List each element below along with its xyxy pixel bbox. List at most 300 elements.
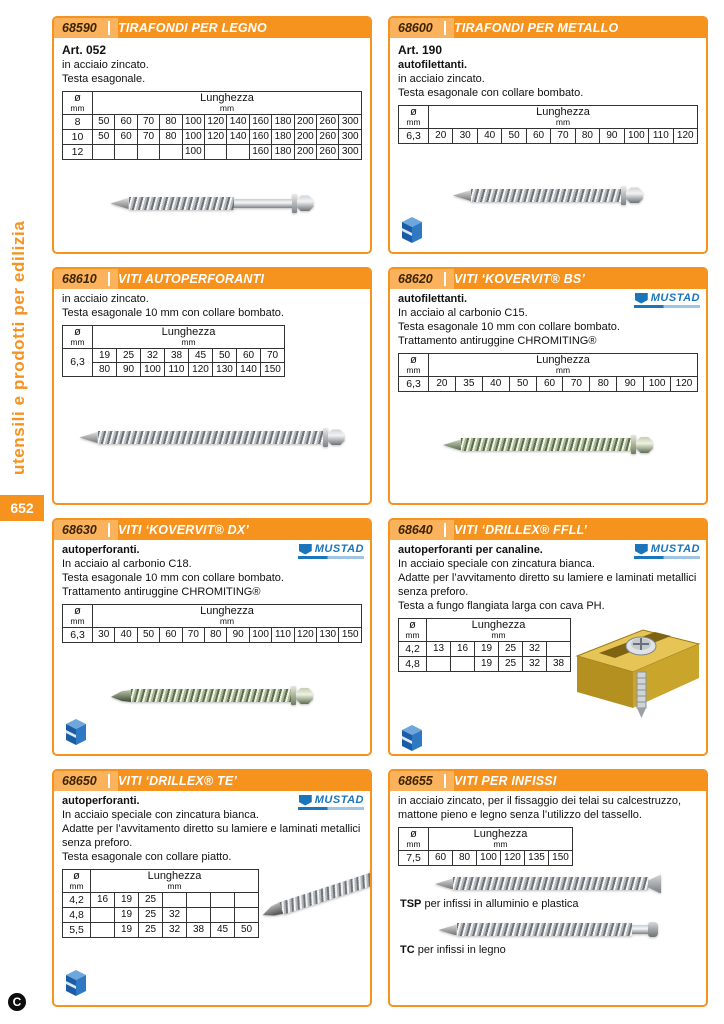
product-title: VITI PER INFISSI (454, 774, 557, 788)
length-cell: 50 (213, 348, 237, 362)
length-cell: 50 (235, 922, 259, 937)
panel-body (54, 38, 370, 252)
product-code: 68610 (62, 272, 110, 286)
length-header: Lunghezza mm (93, 91, 362, 114)
length-cell: 180 (272, 129, 294, 144)
length-cell: 40 (482, 376, 509, 391)
length-cell: 110 (272, 627, 294, 642)
panel-body (54, 289, 370, 503)
diameter-cell: 6,3 (399, 376, 429, 391)
panel-68590 (52, 16, 372, 254)
length-cell: 90 (600, 128, 624, 143)
product-title: VITI ‘KOVERVIT® DX’ (118, 523, 250, 537)
length-cell: 30 (453, 128, 477, 143)
length-cell (160, 144, 182, 159)
panel-header (390, 269, 706, 289)
description-line: Trattamento antiruggine CHROMITING® (62, 585, 261, 598)
size-table (62, 91, 362, 160)
length-cell: 35 (455, 376, 482, 391)
table-header-row (63, 604, 362, 627)
publisher-logo (8, 993, 26, 1011)
screw-thread-icon (279, 872, 372, 914)
length-cell: 19 (115, 922, 139, 937)
screw-thread-icon (461, 438, 631, 451)
diameter-header: ø mm (399, 618, 427, 641)
panel-68640 (388, 518, 708, 756)
table-row (399, 656, 571, 671)
length-cell: 130 (213, 362, 237, 376)
table-row (63, 362, 285, 376)
product-code: 68630 (62, 523, 110, 537)
figure-area (398, 392, 698, 498)
product-code: 68650 (62, 774, 110, 788)
length-cell (235, 907, 259, 922)
length-cell (227, 144, 249, 159)
channel-with-screw-image (571, 616, 706, 721)
length-cell: 40 (115, 627, 137, 642)
panel-68620 (388, 267, 708, 505)
panel-68630 (52, 518, 372, 756)
length-cell: 260 (317, 114, 339, 129)
screw-collar-icon (291, 686, 296, 705)
diameter-cell: 5,5 (63, 922, 91, 937)
tc-screw-image (439, 918, 658, 942)
length-cell: 120 (673, 128, 697, 143)
table-row (399, 850, 573, 865)
length-cell: 19 (115, 892, 139, 907)
length-cell: 160 (249, 144, 271, 159)
figure-area (62, 377, 362, 498)
size-table-wrap (398, 618, 571, 672)
article-number: Art. 052 (62, 43, 107, 57)
size-table (398, 353, 698, 392)
table-header-row (63, 869, 259, 892)
table-row (399, 128, 698, 143)
description-line: autoperforanti per canaline. (398, 544, 543, 556)
length-header: Lunghezza mm (93, 604, 362, 627)
length-cell: 100 (644, 376, 671, 391)
diameter-header: ø mm (399, 105, 429, 128)
length-cell: 100 (249, 627, 271, 642)
length-cell: 32 (141, 348, 165, 362)
figure-row (398, 872, 698, 896)
length-cell (163, 892, 187, 907)
length-cell: 120 (189, 362, 213, 376)
length-cell: 260 (317, 144, 339, 159)
length-cell: 60 (115, 129, 137, 144)
length-cell: 120 (294, 627, 316, 642)
panel-68650 (52, 769, 372, 1007)
description-line: Testa esagonale 10 mm con collare bombato. (62, 571, 284, 584)
diameter-cell: 12 (63, 144, 93, 159)
panel-body (54, 791, 370, 1005)
description-line: In acciaio speciale con zincatura bianca. (62, 808, 259, 821)
table-header-row (399, 618, 571, 641)
table-header-row (399, 827, 573, 850)
product-box-icon (400, 215, 424, 245)
length-cell: 50 (509, 376, 536, 391)
mustad-shield-icon (635, 544, 648, 555)
description-line: Testa esagonale 10 mm con collare bombato. (398, 320, 620, 333)
length-cell (451, 656, 475, 671)
hex-head-icon (296, 688, 313, 704)
product-code: 68655 (398, 774, 446, 788)
table-row (63, 114, 362, 129)
product-title: VITI AUTOPERFORANTI (118, 272, 265, 286)
screw-caption (400, 944, 698, 956)
mustad-logo-row (635, 543, 700, 555)
hex-screw-image (259, 860, 372, 925)
length-cell: 200 (294, 144, 316, 159)
length-cell (235, 892, 259, 907)
screw-tip-icon (443, 439, 461, 450)
length-cell: 80 (160, 114, 182, 129)
length-cell: 80 (575, 128, 599, 143)
screw-shank-icon (632, 925, 648, 934)
size-table (62, 604, 362, 643)
mustad-tagline-bar (298, 807, 364, 810)
length-cell: 135 (525, 850, 549, 865)
mustad-logo-text: MUSTAD (314, 543, 364, 555)
diameter-cell: 7,5 (399, 850, 429, 865)
sidebar-vertical-title: utensili e prodotti per edilizia (9, 220, 28, 475)
length-cell: 70 (261, 348, 285, 362)
length-cell: 120 (501, 850, 525, 865)
length-cell: 30 (93, 627, 115, 642)
diameter-header: ø mm (63, 91, 93, 114)
screw-tip-icon (435, 878, 453, 889)
kovervit-screw-image (443, 433, 653, 457)
length-cell: 150 (549, 850, 573, 865)
length-cell: 200 (294, 129, 316, 144)
length-header: Lunghezza mm (429, 105, 698, 128)
description-line: autoperforanti. (62, 795, 140, 807)
product-box-icon (64, 968, 88, 998)
description-line: In acciaio al carbonio C15. (398, 306, 528, 319)
length-header: Lunghezza mm (93, 325, 285, 348)
table-header-row (399, 353, 698, 376)
length-cell: 80 (453, 850, 477, 865)
length-cell: 38 (187, 922, 211, 937)
length-cell: 80 (93, 362, 117, 376)
tsp-screw-image (435, 872, 661, 896)
length-cell (91, 907, 115, 922)
description-line: Adatte per l’avvitamento diretto su lamiere e laminati metallici senza preforo. (62, 822, 361, 849)
length-header: Lunghezza mm (429, 353, 698, 376)
mustad-shield-icon (299, 544, 312, 555)
screw-thread-icon (129, 197, 234, 210)
diameter-cell: 4,2 (399, 641, 427, 656)
length-header: Lunghezza mm (429, 827, 573, 850)
screw-collar-icon (621, 186, 626, 205)
length-cell: 160 (249, 114, 271, 129)
drill-point-icon (111, 690, 131, 702)
panel-body (390, 791, 706, 1005)
diameter-cell: 10 (63, 129, 93, 144)
diameter-cell: 4,2 (63, 892, 91, 907)
table-row (63, 892, 259, 907)
table-header-row (399, 105, 698, 128)
length-cell: 80 (160, 129, 182, 144)
mustad-logo (298, 543, 364, 559)
diameter-cell: 6,3 (399, 128, 429, 143)
mustad-logo (634, 543, 700, 559)
length-cell: 100 (182, 144, 204, 159)
length-cell: 200 (294, 114, 316, 129)
length-cell: 140 (227, 129, 249, 144)
panel-header (390, 520, 706, 540)
screw-thread-icon (98, 431, 323, 444)
length-cell: 60 (429, 850, 453, 865)
length-cell: 20 (429, 128, 453, 143)
diameter-cell: 6,3 (63, 627, 93, 642)
figure-row (398, 918, 698, 942)
size-table (398, 105, 698, 144)
product-title: TIRAFONDI PER LEGNO (118, 21, 267, 35)
size-table-wrap (62, 91, 362, 160)
screw-tip-icon (439, 924, 457, 935)
length-cell: 150 (261, 362, 285, 376)
panel-body (390, 540, 706, 756)
product-code: 68600 (398, 21, 446, 35)
size-table (62, 325, 285, 377)
caption-text: per infissi in alluminio e plastica (424, 897, 579, 910)
description-line: Testa esagonale con collare bombato. (398, 86, 584, 99)
length-cell: 100 (141, 362, 165, 376)
length-cell (205, 144, 227, 159)
table-header-row (63, 91, 362, 114)
screw-collar-icon (292, 194, 297, 213)
mustad-logo (634, 292, 700, 308)
size-table (398, 618, 571, 672)
table-and-figure-row (62, 867, 362, 938)
diameter-cell: 6,3 (63, 348, 93, 376)
length-cell: 70 (137, 114, 159, 129)
length-cell: 150 (339, 627, 362, 642)
screw-thread-icon (471, 189, 621, 202)
mustad-shield-icon (299, 795, 312, 806)
panel-body (390, 289, 706, 503)
length-cell: 100 (624, 128, 648, 143)
panel-68610 (52, 267, 372, 505)
length-cell: 120 (671, 376, 698, 391)
diameter-cell: 8 (63, 114, 93, 129)
hex-head-icon (626, 187, 643, 203)
screw-thread-icon (457, 923, 632, 936)
length-cell (187, 892, 211, 907)
product-title: VITI ‘KOVERVIT® BS’ (454, 272, 586, 286)
length-cell: 25 (117, 348, 141, 362)
length-cell: 260 (317, 129, 339, 144)
panel-header (54, 771, 370, 791)
table-row (399, 641, 571, 656)
size-table (398, 827, 573, 866)
panel-68655 (388, 769, 708, 1007)
table-row (63, 922, 259, 937)
length-cell: 25 (139, 892, 163, 907)
caption-text: per infissi in legno (417, 943, 506, 956)
length-cell: 19 (475, 656, 499, 671)
table-header-row (63, 325, 285, 348)
description-line: autofilettanti. (398, 59, 468, 71)
length-cell: 50 (93, 129, 115, 144)
diameter-header: ø mm (63, 325, 93, 348)
table-row (63, 144, 362, 159)
length-cell: 19 (93, 348, 117, 362)
length-cell: 300 (339, 114, 362, 129)
length-cell: 32 (163, 922, 187, 937)
length-cell: 16 (91, 892, 115, 907)
figure-area (62, 643, 362, 749)
description-line: Testa esagonale. (62, 72, 146, 85)
length-cell: 32 (163, 907, 187, 922)
length-cell: 70 (182, 627, 204, 642)
length-cell: 140 (227, 114, 249, 129)
length-cell: 50 (93, 114, 115, 129)
mustad-logo-text: MUSTAD (650, 292, 700, 304)
product-code: 68590 (62, 21, 110, 35)
product-code: 68640 (398, 523, 446, 537)
panel-header (54, 520, 370, 540)
product-code: 68620 (398, 272, 446, 286)
description-line: autofilettanti. (398, 293, 468, 305)
hex-head-icon (636, 437, 653, 453)
length-cell: 100 (182, 114, 204, 129)
length-cell: 60 (526, 128, 550, 143)
size-table-wrap (62, 869, 259, 938)
article-number: Art. 190 (398, 43, 443, 57)
screw-tip-icon (111, 198, 129, 209)
diameter-cell: 4,8 (399, 656, 427, 671)
product-title: VITI ‘DRILLEX® TE’ (118, 774, 238, 788)
screw-thread-icon (131, 689, 291, 702)
mustad-tagline-bar (634, 556, 700, 559)
size-table-wrap (62, 604, 362, 643)
length-cell: 32 (523, 641, 547, 656)
mustad-tagline-bar (298, 556, 364, 559)
description-line: Testa a fungo flangiata larga con cava PH. (398, 599, 605, 612)
mustad-logo (298, 794, 364, 810)
length-cell: 60 (115, 114, 137, 129)
length-cell: 300 (339, 129, 362, 144)
pan-head-icon (648, 922, 658, 937)
figure-area (398, 144, 698, 247)
length-cell: 45 (211, 922, 235, 937)
length-cell (427, 656, 451, 671)
mustad-logo-text: MUSTAD (650, 543, 700, 555)
length-cell: 140 (237, 362, 261, 376)
screw-collar-icon (323, 428, 328, 447)
hex-head-icon (297, 195, 314, 211)
length-cell (187, 907, 211, 922)
length-cell: 19 (475, 641, 499, 656)
length-cell (137, 144, 159, 159)
description-line: In acciaio al carbonio C18. (62, 557, 192, 570)
diameter-header: ø mm (399, 353, 429, 376)
length-cell: 40 (477, 128, 501, 143)
length-cell: 110 (649, 128, 673, 143)
length-cell: 180 (272, 114, 294, 129)
panel-body (390, 38, 706, 252)
panel-header (54, 18, 370, 38)
panel-68600 (388, 16, 708, 254)
hex-screw-diagonal-image (259, 860, 372, 925)
length-cell: 70 (551, 128, 575, 143)
length-cell: 38 (165, 348, 189, 362)
length-cell: 120 (205, 114, 227, 129)
length-cell (93, 144, 115, 159)
size-table-wrap (398, 105, 698, 144)
long-self-drilling-screw-image (80, 425, 345, 449)
panel-header (390, 771, 706, 791)
length-cell: 180 (272, 144, 294, 159)
length-cell: 130 (317, 627, 339, 642)
description-line: in acciaio zincato. (398, 72, 485, 85)
screw-tip-icon (80, 432, 98, 443)
length-cell: 19 (115, 907, 139, 922)
diameter-header: ø mm (399, 827, 429, 850)
length-cell (547, 641, 571, 656)
page-number-badge: 652 (0, 495, 44, 521)
size-table-wrap (398, 353, 698, 392)
product-title: VITI ‘DRILLEX® FFLL’ (454, 523, 588, 537)
caption-prefix: TC (400, 943, 415, 956)
length-cell: 90 (117, 362, 141, 376)
length-cell (91, 922, 115, 937)
product-box-icon (64, 717, 88, 747)
table-row (63, 627, 362, 642)
drill-point-icon (260, 902, 283, 920)
mustad-logo-row (299, 794, 364, 806)
length-cell: 20 (429, 376, 456, 391)
table-and-figure-row (398, 616, 698, 721)
mustad-logo-row (299, 543, 364, 555)
mustad-logo-row (635, 292, 700, 304)
catalog-grid (52, 16, 708, 1007)
length-cell: 38 (547, 656, 571, 671)
description-line: Trattamento antiruggine CHROMITING® (398, 334, 597, 347)
size-table-wrap (62, 325, 362, 377)
product-title: TIRAFONDI PER METALLO (454, 21, 619, 35)
length-cell: 80 (205, 627, 227, 642)
length-cell: 160 (249, 129, 271, 144)
figure-area (62, 938, 362, 1000)
description-line: in acciaio zincato. (62, 59, 149, 71)
table-row (63, 348, 285, 362)
mustad-logo-text: MUSTAD (314, 794, 364, 806)
description-line: autoperforanti. (62, 544, 140, 556)
description-line: In acciaio speciale con zincatura bianca. (398, 557, 595, 570)
length-cell: 90 (227, 627, 249, 642)
length-cell (211, 907, 235, 922)
panel-body (54, 540, 370, 754)
description-line: Adatte per l’avvitamento diretto su lamiere e laminati metallici senza preforo. (398, 571, 697, 598)
panel-header (390, 18, 706, 38)
length-cell: 25 (139, 907, 163, 922)
length-cell (115, 144, 137, 159)
screw-thread-icon (453, 877, 648, 890)
product-box-icon (400, 723, 424, 753)
description-line: Testa esagonale con collare piatto. (62, 850, 232, 863)
description-line: in acciaio zincato. (62, 293, 149, 305)
figure-area (62, 160, 362, 247)
length-cell: 120 (205, 129, 227, 144)
hex-head-icon (328, 429, 345, 445)
length-cell: 45 (189, 348, 213, 362)
mustad-tagline-bar (634, 305, 700, 308)
length-cell (211, 892, 235, 907)
length-cell: 50 (137, 627, 159, 642)
